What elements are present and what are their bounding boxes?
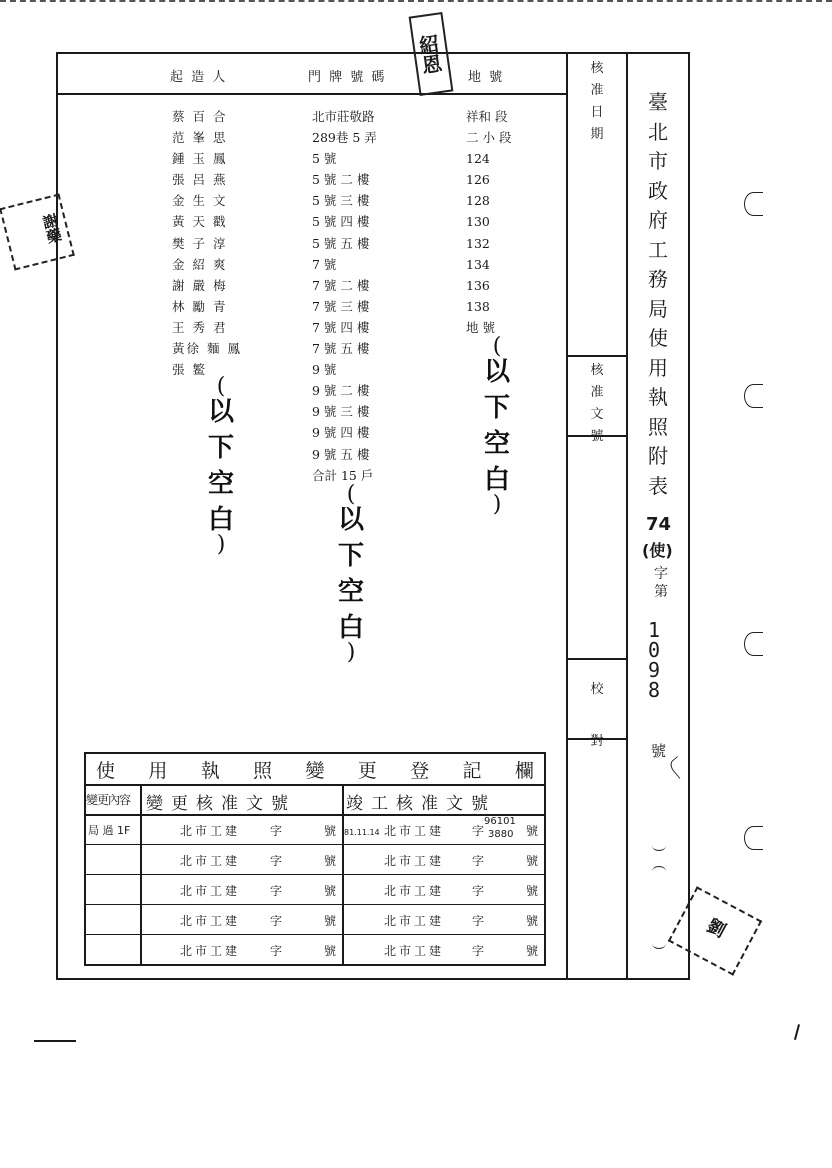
table-divider	[84, 844, 546, 845]
divider-title-column	[626, 52, 628, 980]
row1-complete-date: 81.11.14	[344, 828, 380, 837]
change-no-hao: 號	[324, 914, 340, 928]
builder-name: 范 峯 思	[172, 130, 228, 146]
table-divider	[84, 784, 546, 786]
change-no-hao: 號	[324, 884, 340, 898]
door-number-entry: 7 號	[312, 256, 337, 272]
paren-close: )	[492, 492, 502, 517]
complete-no-prefix: 北市工建	[384, 944, 445, 958]
permit-type: (使)	[642, 541, 673, 560]
door-number-entry: 9 號	[312, 362, 337, 378]
approval-date-label	[587, 58, 607, 146]
paren-open: (	[346, 482, 356, 507]
land-number-entry: 138	[466, 298, 490, 314]
door-number-entry: 9 號 五 樓	[312, 446, 370, 462]
builder-name: 樊 子 淳	[172, 235, 228, 251]
title-char: 表	[648, 473, 668, 498]
complete-no-zi: 字	[472, 944, 488, 958]
permit-prefix: 74	[646, 514, 672, 535]
door-numbers-list	[312, 106, 377, 486]
builder-name: 蔡 百 合	[172, 109, 228, 124]
complete-no-hao: 號	[526, 824, 542, 838]
complete-no-hao: 號	[526, 944, 542, 958]
door-number-entry: 合計 15 戶	[312, 467, 374, 483]
complete-no-prefix: 北市工建	[384, 884, 445, 898]
scan-edge-top	[0, 0, 832, 5]
table-divider	[84, 934, 546, 935]
permit-digit: 0	[647, 638, 661, 662]
builders-list	[172, 106, 242, 380]
header-divider	[56, 93, 567, 95]
land-number-entry: 130	[466, 214, 490, 230]
door-number-entry: 9 號 二 樓	[312, 383, 370, 399]
door-number-entry: 5 號 五 樓	[312, 235, 370, 251]
table-title-char: 欄	[514, 759, 534, 782]
table-divider	[84, 814, 546, 816]
door-number-entry: 5 號 四 樓	[312, 214, 370, 230]
row1-complete-no: 96101	[484, 816, 516, 827]
door-number-entry: 7 號 二 樓	[312, 277, 370, 293]
change-no-zi: 字	[270, 914, 286, 928]
document-title	[640, 88, 676, 501]
blank-marker-char: 白	[337, 613, 364, 643]
land-number-entry: 地 號	[466, 319, 495, 335]
land-number-entry: 124	[466, 151, 490, 167]
land-number-entry: 132	[466, 235, 490, 251]
change-no-prefix: 北市工建	[180, 914, 241, 928]
complete-no-zi: 字	[472, 914, 488, 928]
table-title-char: 用	[148, 759, 168, 782]
blank-marker-char: 空	[337, 577, 364, 607]
title-char: 府	[648, 208, 668, 232]
table-title-char: 更	[357, 759, 377, 782]
door-number-entry: 5 號 三 樓	[312, 193, 370, 209]
title-char: 市	[648, 149, 668, 173]
blank-marker-lands	[480, 334, 514, 517]
change-no-zi: 字	[270, 944, 286, 958]
blank-marker-char: 空	[483, 429, 510, 459]
paren-open: (	[216, 374, 226, 399]
table-title-char: 使	[96, 759, 116, 782]
change-no-zi: 字	[270, 824, 286, 838]
door-number-entry: 5 號	[312, 151, 337, 167]
binder-hole-icon	[744, 826, 763, 850]
permit-number	[642, 620, 666, 700]
door-number-entry: 7 號 五 樓	[312, 341, 370, 357]
builder-name: 張 呂 燕	[172, 172, 228, 188]
paren-close: )	[216, 532, 226, 557]
builder-name: 林 勵 青	[172, 298, 228, 314]
table-title-char: 登	[410, 759, 430, 782]
paren-mark-icon	[652, 840, 666, 851]
change-no-zi: 字	[270, 884, 286, 898]
door-number-entry: 北市莊敬路	[312, 109, 375, 124]
door-number-entry: 5 號 二 樓	[312, 172, 370, 188]
permit-hao: 號	[651, 742, 667, 760]
row1-content: 局 過 1F	[88, 824, 131, 837]
seal-stamp-bottom: 劉	[668, 886, 762, 975]
approval-date-char: 核	[590, 61, 604, 76]
land-number-entry: 128	[466, 193, 490, 209]
permit-digit: 8	[647, 678, 661, 702]
table-col-divider	[342, 784, 344, 966]
title-char: 臺	[648, 90, 668, 114]
complete-no-prefix: 北市工建	[384, 824, 445, 838]
side-separator-3	[566, 658, 628, 660]
table-title-char: 變	[305, 759, 325, 782]
paren-close: )	[346, 640, 356, 665]
permit-digit: 1	[647, 618, 661, 642]
header-land-number: 地 號	[468, 70, 505, 85]
permit-zi-char: 第	[654, 584, 668, 600]
binder-hole-icon	[744, 192, 763, 216]
builder-name: 王 秀 君	[172, 319, 228, 335]
change-no-prefix: 北市工建	[180, 944, 241, 958]
title-char: 局	[648, 296, 668, 321]
header-door-number: 門 牌 號 碼	[308, 70, 387, 85]
builder-name: 金 紹 爽	[172, 256, 228, 272]
paren-open: (	[492, 334, 502, 359]
change-no-prefix: 北市工建	[180, 854, 241, 868]
table-col-divider	[140, 784, 142, 966]
approval-number-char: 文	[590, 407, 604, 422]
door-number-entry: 289巷 5 弄	[312, 130, 377, 146]
paren-mark-icon	[652, 938, 666, 949]
table-title-char: 執	[200, 759, 220, 782]
approval-number-char: 核	[590, 363, 604, 378]
approval-number-char: 准	[590, 385, 604, 400]
blank-marker-char: 以	[207, 397, 234, 427]
blank-marker-char: 下	[337, 541, 364, 571]
approval-date-char: 日	[590, 105, 604, 120]
row1-complete-no2: 3880	[488, 829, 514, 840]
change-no-hao: 號	[324, 854, 340, 868]
permit-digit: 9	[647, 658, 661, 682]
door-number-entry: 7 號 三 樓	[312, 298, 370, 314]
title-char: 附	[648, 444, 668, 468]
approval-number-label	[587, 360, 607, 448]
proofread-char: 校	[590, 682, 604, 697]
land-number-entry: 126	[466, 172, 490, 188]
land-number-entry: 136	[466, 277, 490, 293]
divider-side-column	[566, 52, 568, 980]
title-char: 執	[648, 385, 668, 409]
title-char: 北	[648, 119, 668, 144]
binder-hole-icon	[744, 632, 763, 656]
blank-marker-char: 白	[483, 465, 510, 495]
approval-date-char: 准	[590, 83, 604, 98]
header-builder: 起 造 人	[170, 70, 228, 85]
permit-zi-char: 字	[654, 566, 668, 582]
blank-marker-char: 白	[207, 505, 234, 535]
table-divider	[84, 904, 546, 905]
builder-name: 鍾 玉 鳳	[172, 151, 228, 167]
seal-stamp-top: 紹恩	[409, 12, 454, 96]
paren-mark-icon	[652, 866, 666, 877]
table-title-char: 記	[462, 759, 482, 782]
complete-no-prefix: 北市工建	[384, 854, 445, 868]
change-no-zi: 字	[270, 854, 286, 868]
title-char: 使	[648, 326, 668, 350]
col-complete-header: 竣工核准文號	[346, 794, 496, 814]
builder-name: 謝 嚴 梅	[172, 277, 228, 293]
change-no-prefix: 北市工建	[180, 824, 241, 838]
complete-no-hao: 號	[526, 884, 542, 898]
builder-name: 黃 天 戳	[172, 214, 228, 230]
complete-no-zi: 字	[472, 884, 488, 898]
blank-marker-char: 下	[207, 433, 234, 463]
seal-stamp-left: 謝藥	[0, 193, 75, 270]
permit-zi-label	[651, 565, 671, 601]
change-no-prefix: 北市工建	[180, 884, 241, 898]
blank-marker-char: 以	[337, 505, 364, 535]
blank-marker-char: 以	[483, 357, 510, 387]
land-number-entry: 二 小 段	[466, 130, 512, 146]
blank-marker-builders	[204, 374, 238, 557]
complete-no-hao: 號	[526, 914, 542, 928]
builder-name: 黃徐 麵 鳳	[172, 341, 242, 357]
table-divider	[84, 874, 546, 875]
land-number-entry: 祥和 段	[466, 109, 508, 124]
title-char: 用	[648, 355, 668, 380]
door-number-entry: 7 號 四 樓	[312, 319, 370, 335]
builder-name: 張 鳘	[172, 362, 207, 378]
blank-marker-doors	[334, 482, 368, 665]
proofread-label	[587, 664, 607, 768]
land-number-entry: 134	[466, 256, 490, 272]
col-content-header: 變更內容	[86, 793, 131, 807]
title-char: 務	[648, 267, 668, 291]
table-title-char: 照	[253, 759, 273, 782]
complete-no-zi: 字	[472, 824, 488, 838]
land-numbers-list	[466, 106, 511, 338]
door-number-entry: 9 號 三 樓	[312, 404, 370, 420]
approval-number-char: 號	[590, 429, 604, 444]
edge-mark	[34, 1040, 76, 1042]
complete-no-hao: 號	[526, 854, 542, 868]
complete-no-prefix: 北市工建	[384, 914, 445, 928]
approval-date-char: 期	[590, 127, 604, 142]
proofread-char: 對	[590, 734, 604, 749]
edge-mark	[794, 1024, 800, 1040]
change-no-hao: 號	[324, 824, 340, 838]
side-separator-1	[566, 355, 628, 357]
blank-marker-char: 空	[207, 469, 234, 499]
col-change-header: 變更核准文號	[146, 794, 296, 814]
change-no-hao: 號	[324, 944, 340, 958]
door-number-entry: 9 號 四 樓	[312, 425, 370, 441]
change-table-title	[86, 754, 544, 784]
binder-hole-icon	[744, 384, 763, 408]
title-char: 政	[648, 178, 668, 203]
builder-name: 金 生 文	[172, 193, 228, 209]
title-char: 工	[648, 237, 668, 262]
complete-no-zi: 字	[472, 854, 488, 868]
blank-marker-char: 下	[483, 393, 510, 423]
title-char: 照	[648, 414, 668, 439]
